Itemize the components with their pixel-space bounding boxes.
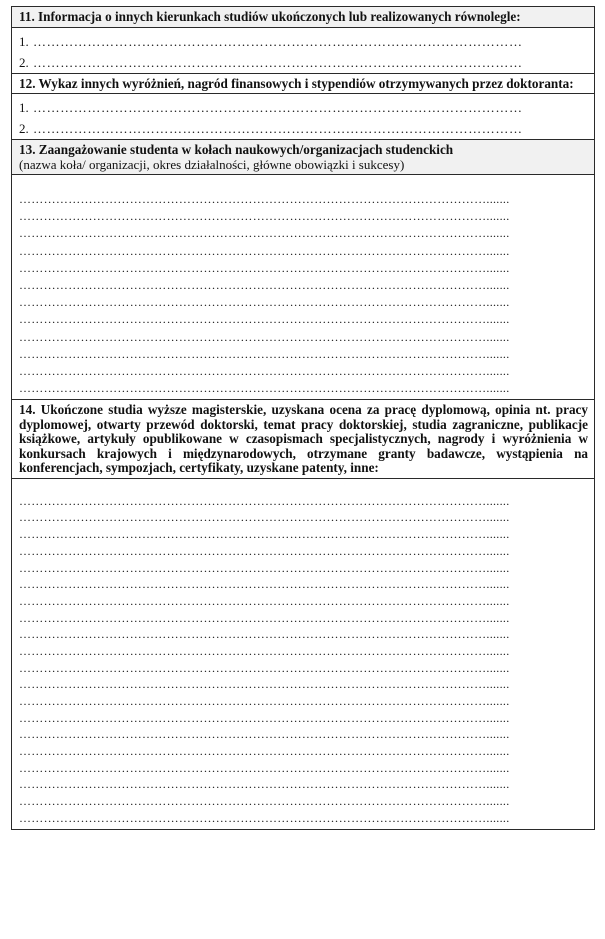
entry-number: 2. [19,54,29,70]
dotted-fill-line[interactable]: ……………………………………………………………………………………………………....... [19,627,510,642]
dotted-fill-line[interactable]: ……………………………………………………………………………………………………....... [19,381,510,396]
entry-dots: ……………………………………………………………………………………………… [33,33,523,49]
section-12-body [12,94,594,140]
dotted-fill-line[interactable]: ……………………………………………………………………………………………………....... [19,260,510,275]
dotted-fill-line[interactable]: ……………………………………………………………………………………………………....... [19,610,510,625]
section-12-title: 12. Wykaz innych wyróżnień, nagród finansowych i stypendiów otrzymywanych przez doktoranta: [19,75,574,91]
entry-line[interactable] [19,118,588,139]
dotted-fill-line[interactable]: ……………………………………………………………………………………………………....... [19,660,510,675]
section-12-header [12,74,594,95]
section-11-title: 11. Informacja o innych kierunkach studiów ukończonych lub realizowanych równolegle: [19,9,521,24]
dotted-fill-line[interactable]: ……………………………………………………………………………………………………....... [19,192,510,206]
section-11-header [12,7,594,28]
section-14-header [12,400,594,479]
entry-line[interactable] [19,31,588,52]
dotted-fill-line[interactable]: ……………………………………………………………………………………………………....... [19,777,510,792]
entry-dots: ……………………………………………………………………………………………… [33,100,523,115]
section-13-title: 13. Zaangażowanie studenta w kołach naukowych/organizacjach studenckich [19,142,454,157]
dotted-fill-line[interactable]: ……………………………………………………………………………………………………....... [19,694,510,708]
entry-line[interactable] [19,52,588,73]
dotted-fill-line[interactable]: ……………………………………………………………………………………………………....... [19,810,510,825]
dotted-fill-line[interactable]: ……………………………………………………………………………………………………....... [19,760,510,775]
dotted-fill-line[interactable]: ……………………………………………………………………………………………………....... [19,295,510,310]
section-13-body[interactable] [12,175,594,400]
entry-number: 2. [19,121,29,136]
form-table [11,6,595,830]
dotted-fill-line[interactable]: ……………………………………………………………………………………………………....... [19,710,510,725]
dotted-fill-line[interactable]: ……………………………………………………………………………………………………....... [19,493,510,508]
dotted-fill-line[interactable]: ……………………………………………………………………………………………………....... [19,243,510,258]
section-11 [12,7,594,74]
section-13-subtitle: (nazwa koła/ organizacji, okres działalności, główne obowiązki i sukcesy) [19,156,405,172]
dotted-fill-line[interactable]: ……………………………………………………………………………………………………....... [19,209,510,224]
section-12 [12,74,594,141]
section-14 [12,400,594,829]
dotted-fill-line[interactable]: ……………………………………………………………………………………………………....... [19,277,510,292]
entry-dots: ……………………………………………………………………………………………… [33,121,523,136]
dotted-fill-line[interactable]: ……………………………………………………………………………………………………....... [19,363,510,378]
entry-dots: ……………………………………………………………………………………………… [33,54,523,70]
section-13 [12,140,594,400]
dotted-fill-line[interactable]: ……………………………………………………………………………………………………....... [19,226,510,241]
section-14-title: 14. Ukończone studia wyższe magisterskie, uzyskana ocena za pracę dyplomową, opinia nt. pracy dyplomowej, otwarty przewód doktorski, temat pracy doktorskiej, studia zagraniczne, publikacje książkowe, artykuły opublikowane w czasopismach specjalistycznych, nagrody i wyróżnienia w konkursach krajowych i międzynarodowych, otrzymane granty badawcze, wystąpienia na konferencjach, sympozjach, certyfikaty, uzyskane patenty, inne: [19,402,588,476]
dotted-fill-line[interactable]: ……………………………………………………………………………………………………....... [19,794,510,809]
entry-line[interactable] [19,97,588,118]
dotted-fill-line[interactable]: ……………………………………………………………………………………………………....... [19,643,510,658]
dotted-fill-line[interactable]: ……………………………………………………………………………………………………....... [19,744,510,759]
dotted-fill-line[interactable]: ……………………………………………………………………………………………………....... [19,677,510,692]
dotted-fill-line[interactable]: ……………………………………………………………………………………………………....... [19,510,510,525]
section-13-header [12,140,594,175]
entry-number: 1. [19,100,29,115]
entry-number: 1. [19,33,29,49]
dotted-fill-line[interactable]: ……………………………………………………………………………………………………....... [19,560,510,575]
section-14-body[interactable] [12,479,594,830]
dotted-fill-line[interactable]: ……………………………………………………………………………………………………....... [19,593,510,608]
dotted-fill-line[interactable]: ……………………………………………………………………………………………………....... [19,312,510,327]
section-11-body [12,28,594,74]
dotted-fill-line[interactable]: ……………………………………………………………………………………………………....... [19,346,510,361]
dotted-fill-line[interactable]: ……………………………………………………………………………………………………....... [19,727,510,742]
dotted-fill-line[interactable]: ……………………………………………………………………………………………………....... [19,577,510,592]
dotted-fill-line[interactable]: ……………………………………………………………………………………………………....... [19,329,510,344]
dotted-fill-line[interactable]: ……………………………………………………………………………………………………....... [19,527,510,542]
dotted-fill-line[interactable]: ……………………………………………………………………………………………………....... [19,543,510,558]
